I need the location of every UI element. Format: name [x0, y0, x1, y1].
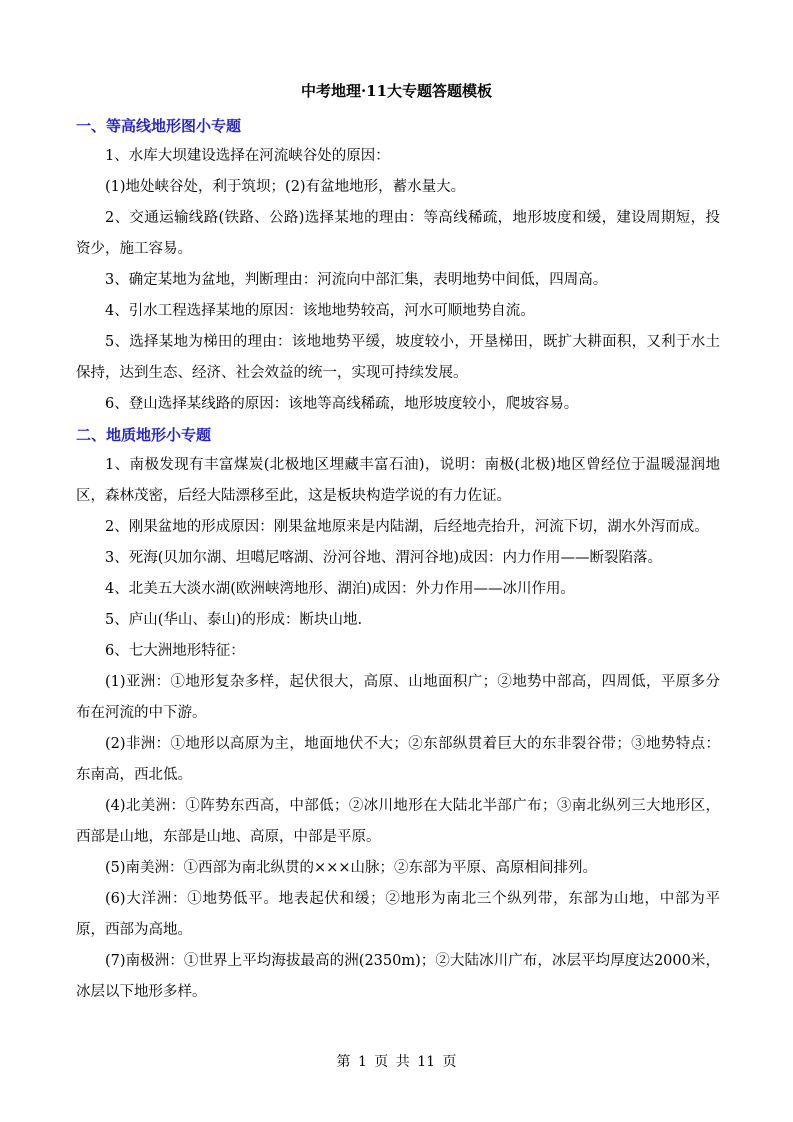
section-heading: 二、地质地形小专题 — [76, 426, 212, 444]
paragraph: (5)南美洲：①西部为南北纵贯的×××山脉；②东部为平原、高原相间排列。 — [105, 860, 597, 876]
paragraph: (1)地处峡谷处，利于筑坝；(2)有盆地地形，蓄水量大。 — [105, 179, 466, 195]
paragraph: 4、北美五大淡水湖(欧洲峡湾地形、湖泊)成因：外力作用——冰川作用。 — [105, 581, 576, 597]
section-geology-landform — [76, 420, 720, 1008]
paragraph: (1)亚洲：①地形复杂多样，起伏很大，高原、山地面积广；②地势中部高，四周低，平原多分布在河流的中下游。 — [76, 674, 720, 721]
paragraph: (4)北美洲：①阵势东西高，中部低；②冰川地形在大陆北半部广布；③南北纵列三大地形区，西部是山地，东部是山地、高原，中部是平原。 — [76, 798, 720, 845]
paragraph: 6、七大洲地形特征： — [105, 643, 245, 659]
paragraph: (6)大洋洲：①地势低平。地表起伏和缓；②地形为南北三个纵列带，东部为山地，中部为平原，西部为高地。 — [76, 891, 720, 938]
paragraph: 3、死海(贝加尔湖、坦噶尼喀湖、汾河谷地、渭河谷地)成因：内力作用——断裂陷落。 — [105, 550, 663, 566]
paragraph: 5、选择某地为梯田的理由：该地地势平缓，坡度较小，开垦梯田，既扩大耕面积，又利于水土保持，达到生态、经济、社会效益的统一，实现可持续发展。 — [76, 334, 720, 381]
paragraph: 1、南极发现有丰富煤炭(北极地区埋藏丰富石油)，说明：南极(北极)地区曾经位于温暖湿润地区，森林茂密，后经大陆漂移至此，这是板块构造学说的有力佐证。 — [76, 457, 720, 504]
paragraph: 3、确定某地为盆地，判断理由：河流向中部汇集，表明地势中间低，四周高。 — [105, 272, 608, 288]
paragraph: (2)非洲：①地形以高原为主，地面地伏不大；②东部纵贯着巨大的东非裂谷带；③地势特点：东南高，西北低。 — [76, 736, 720, 783]
paragraph: 4、引水工程选择某地的原因：该地地势较高，河水可顺地势自流。 — [105, 303, 535, 319]
paragraph: 1、水库大坝建设选择在河流峡谷处的原因： — [105, 148, 390, 164]
section-contour-map — [76, 111, 720, 420]
paragraph: 6、登山选择某线路的原因：该地等高线稀疏，地形坡度较小，爬坡容易。 — [105, 396, 579, 412]
paragraph: 2、刚果盆地的形成原因：刚果盆地原来是内陆湖，后经地壳抬升，河流下切，湖水外泻而成。 — [105, 519, 709, 535]
document-title: 中考地理·11大专题答题模板 — [300, 82, 493, 100]
page-footer: 第 1 页 共 11 页 — [336, 1054, 457, 1070]
paragraph: (7)南极洲：①世界上平均海拔最高的洲(2350m)；②大陆冰川广布，冰层平均厚度达2000米，冰层以下地形多样。 — [76, 953, 720, 1000]
paragraph: 5、庐山(华山、泰山)的形成：断块山地. — [105, 612, 363, 628]
document-body — [76, 111, 720, 1008]
paragraph: 2、交通运输线路(铁路、公路)选择某地的理由：等高线稀疏，地形坡度和缓，建设周期短，投资少，施工容易。 — [76, 210, 720, 257]
section-heading: 一、等高线地形图小专题 — [76, 117, 242, 135]
